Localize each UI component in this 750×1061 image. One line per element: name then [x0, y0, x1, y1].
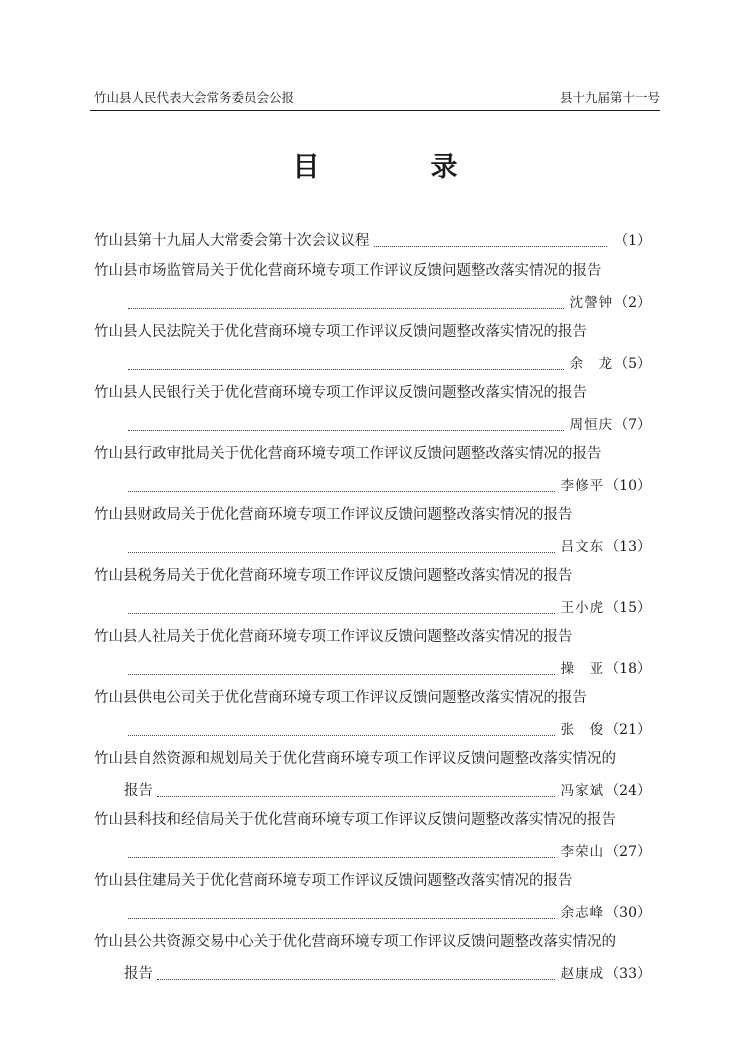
- toc-entry-title: 竹山县人民银行关于优化营商环境专项工作评议反馈问题整改落实情况的报告: [94, 385, 587, 401]
- toc-entry-page-number: （7）: [614, 417, 651, 433]
- toc-entry-page-number: （27）: [605, 844, 651, 860]
- dot-leader: [128, 491, 555, 492]
- toc-entry-row: [94, 528, 651, 560]
- toc-entry-page-number: （24）: [605, 783, 651, 799]
- toc-entry-row: [94, 589, 651, 621]
- toc-entry[interactable]: [94, 380, 651, 438]
- toc-entry-title: 竹山县税务局关于优化营商环境专项工作评议反馈问题整改落实情况的报告: [94, 568, 573, 584]
- toc-entry-row: [94, 833, 651, 865]
- dot-leader: [128, 613, 555, 614]
- toc-entry-row: [94, 711, 651, 743]
- toc-entry[interactable]: [94, 624, 651, 682]
- toc-entry-row: [94, 772, 651, 804]
- dot-leader: [157, 796, 555, 797]
- toc-entry-row: [94, 345, 651, 377]
- header-rule: [90, 110, 660, 111]
- toc-entry-author: 张 俊: [560, 722, 605, 738]
- page-title: 目 录: [292, 152, 500, 183]
- toc-entry-author: 操 亚: [560, 661, 605, 677]
- toc-entry[interactable]: [94, 319, 651, 377]
- toc-entry-author: 李荣山: [560, 844, 605, 860]
- toc-entry-row: [94, 406, 651, 438]
- toc-entry-author: 周恒庆: [569, 417, 614, 433]
- toc-entry-title: 竹山县市场监管局关于优化营商环境专项工作评议反馈问题整改落实情况的报告: [94, 263, 602, 279]
- table-of-contents: [94, 228, 651, 990]
- toc-entry-title-continuation: 报告: [124, 783, 153, 799]
- dot-leader: [128, 857, 555, 858]
- toc-entry-page-number: （5）: [614, 356, 651, 372]
- toc-entry[interactable]: [94, 868, 651, 926]
- toc-entry-title: 竹山县自然资源和规划局关于优化营商环境专项工作评议反馈问题整改落实情况的: [94, 751, 616, 767]
- toc-entry-page-number: （13）: [605, 539, 651, 555]
- dot-leader: [157, 979, 555, 980]
- toc-entry-author: 余志峰: [560, 905, 605, 921]
- dot-leader: [128, 369, 564, 370]
- toc-entry-author: 吕文东: [560, 539, 605, 555]
- toc-entry-row: [94, 467, 651, 499]
- dot-leader: [128, 430, 564, 431]
- toc-entry[interactable]: [94, 685, 651, 743]
- toc-entry-title: 竹山县公共资源交易中心关于优化营商环境专项工作评议反馈问题整改落实情况的: [94, 934, 616, 950]
- toc-entry[interactable]: [94, 929, 651, 987]
- header-publication-name: 竹山县人民代表大会常务委员会公报: [94, 90, 295, 105]
- toc-entry[interactable]: [94, 807, 651, 865]
- toc-entry-title-continuation: 报告: [124, 966, 153, 982]
- toc-entry-title: 竹山县住建局关于优化营商环境专项工作评议反馈问题整改落实情况的报告: [94, 873, 573, 889]
- toc-entry-row: [94, 284, 651, 316]
- toc-entry-row: [94, 650, 651, 682]
- toc-entry-page-number: （2）: [614, 295, 651, 311]
- toc-entry-title: 竹山县第十九届人大常委会第十次会议议程: [94, 233, 370, 249]
- toc-entry-author: 冯家斌: [560, 783, 605, 799]
- header-issue-number: 县十九届第十一号: [559, 90, 660, 105]
- dot-leader: [128, 308, 564, 309]
- toc-entry-title: 竹山县财政局关于优化营商环境专项工作评议反馈问题整改落实情况的报告: [94, 507, 573, 523]
- dot-leader: [128, 552, 555, 553]
- toc-entry[interactable]: [94, 441, 651, 499]
- dot-leader: [128, 674, 555, 675]
- toc-entry[interactable]: [94, 258, 651, 316]
- running-header: [94, 88, 660, 108]
- toc-entry-row: [94, 894, 651, 926]
- toc-entry-title: 竹山县行政审批局关于优化营商环境专项工作评议反馈问题整改落实情况的报告: [94, 446, 602, 462]
- toc-entry[interactable]: [94, 746, 651, 804]
- toc-entry-author: 余 龙: [569, 356, 614, 372]
- dot-leader: [374, 246, 608, 247]
- toc-entry-row: [94, 955, 651, 987]
- toc-entry-author: 王小虎: [560, 600, 605, 616]
- toc-entry[interactable]: [94, 228, 651, 254]
- toc-entry[interactable]: [94, 563, 651, 621]
- dot-leader: [128, 735, 555, 736]
- toc-entry-page-number: （1）: [614, 233, 651, 249]
- toc-entry[interactable]: [94, 502, 651, 560]
- toc-entry-page-number: （15）: [605, 600, 651, 616]
- toc-entry-page-number: （33）: [605, 966, 651, 982]
- toc-entry-author: 赵康成: [560, 966, 605, 982]
- toc-entry-author: 李修平: [560, 478, 605, 494]
- toc-entry-title: 竹山县人社局关于优化营商环境专项工作评议反馈问题整改落实情况的报告: [94, 629, 573, 645]
- toc-entry-page-number: （10）: [605, 478, 651, 494]
- toc-entry-title: 竹山县科技和经信局关于优化营商环境专项工作评议反馈问题整改落实情况的报告: [94, 812, 616, 828]
- toc-entry-page-number: （21）: [605, 722, 651, 738]
- toc-entry-row: [94, 228, 651, 254]
- toc-entry-author: 沈謦钟: [569, 295, 614, 311]
- toc-entry-page-number: （18）: [605, 661, 651, 677]
- toc-entry-page-number: （30）: [605, 905, 651, 921]
- toc-entry-title: 竹山县供电公司关于优化营商环境专项工作评议反馈问题整改落实情况的报告: [94, 690, 587, 706]
- toc-entry-title: 竹山县人民法院关于优化营商环境专项工作评议反馈问题整改落实情况的报告: [94, 324, 587, 340]
- dot-leader: [128, 918, 555, 919]
